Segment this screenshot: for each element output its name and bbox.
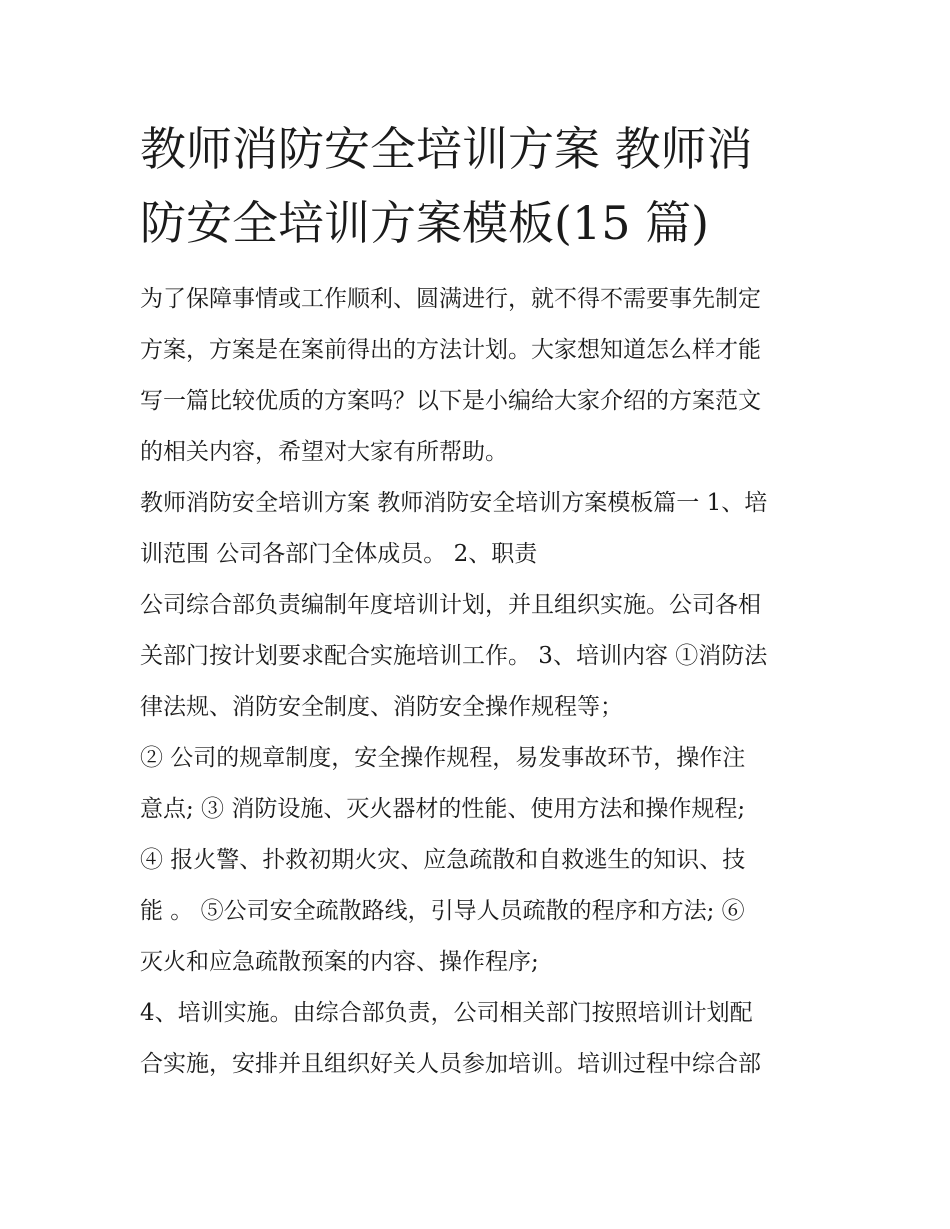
text-line: 方案，方案是在案前得出的方法计划。大家想知道怎么样才能: [140, 337, 761, 363]
text-line: 训范围 公司各部门全体成员。 2、职责: [140, 541, 538, 567]
text-line: 教师消防安全培训方案 教师消防安全培训方案模板篇一 1、培: [140, 490, 768, 516]
responsibility-paragraph: [140, 580, 830, 733]
text-line: 意点; ③ 消防设施、灭火器材的性能、使用方法和操作规程;: [140, 796, 746, 822]
document-body: [140, 112, 830, 1090]
document-title: [140, 112, 830, 260]
text-line: 4、培训实施。由综合部负责，公司相关部门按照培训计划配: [140, 1000, 753, 1026]
text-line: 写一篇比较优质的方案吗？以下是小编给大家介绍的方案范文: [140, 388, 761, 414]
training-content-paragraph: [140, 733, 830, 988]
text-line: 合实施，安排并且组织好关人员参加培训。培训过程中综合部: [140, 1051, 761, 1077]
intro-paragraph: [140, 274, 830, 478]
training-implementation-paragraph: [140, 988, 830, 1090]
text-line: 律法规、消防安全制度、消防安全操作规程等；: [140, 694, 623, 720]
title-line: 防安全培训方案模板(15 篇): [140, 196, 710, 250]
text-line: 能 。 ⑤公司安全疏散路线，引导人员疏散的程序和方法; ⑥: [140, 898, 745, 924]
section-one-heading-paragraph: [140, 478, 830, 580]
text-line: ④ 报火警、扑救初期火灾、应急疏散和自救逃生的知识、技: [140, 847, 746, 873]
text-line: ② 公司的规章制度，安全操作规程，易发事故环节，操作注: [140, 745, 746, 771]
text-line: 的相关内容，希望对大家有所帮助。: [140, 439, 508, 465]
text-line: 公司综合部负责编制年度培训计划，并且组织实施。公司各相: [140, 592, 761, 618]
text-line: 为了保障事情或工作顺利、圆满进行，就不得不需要事先制定: [140, 286, 761, 312]
text-line: 关部门按计划要求配合实施培训工作。 3、培训内容 ①消防法: [140, 643, 768, 669]
text-line: 灭火和应急疏散预案的内容、操作程序;: [140, 949, 539, 975]
title-line: 教师消防安全培训方案 教师消: [140, 122, 753, 176]
